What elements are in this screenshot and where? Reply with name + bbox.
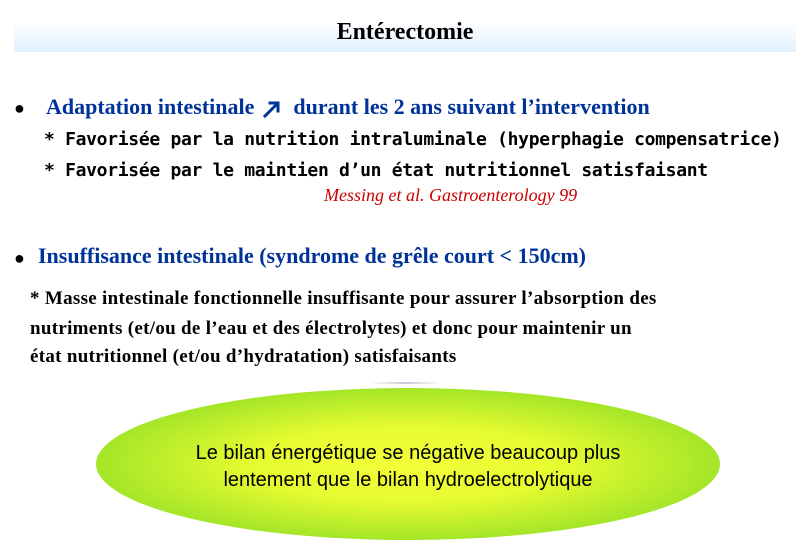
- section1-heading-part2: durant les 2 ans suivant l’intervention: [293, 94, 650, 119]
- callout-text: [96, 440, 720, 494]
- bullet-2: ●: [14, 248, 25, 268]
- section2-paragraph-line-1: * Masse intestinale fonctionnelle insuffisante pour assurer l’absorption des: [30, 288, 657, 309]
- slide-title: Entérectomie: [336, 19, 474, 45]
- divider-line: [370, 382, 442, 384]
- section1-heading-part1: Adaptation intestinale: [46, 94, 255, 119]
- section1-heading: [46, 94, 650, 120]
- section1-citation: Messing et al. Gastroenterology 99: [324, 185, 578, 205]
- section2-paragraph-line-3: état nutritionnel (et/ou d’hydratation) satisfaisants: [30, 346, 457, 367]
- section2-heading: Insuffisance intestinale (syndrome de grêle court < 150cm): [38, 243, 587, 268]
- section1-point-2: * Favorisée par le maintien d’un état nutritionnel satisfaisant: [44, 160, 708, 181]
- callout-line-2: lentement que le bilan hydroelectrolytique: [223, 469, 593, 491]
- title-bar: [14, 10, 796, 52]
- callout-line-1: Le bilan énergétique se négative beaucoup plus: [195, 442, 621, 464]
- arrow-up-right-icon: [262, 99, 282, 119]
- section1-point-1: * Favorisée par la nutrition intraluminale (hyperphagie compensatrice): [44, 129, 782, 150]
- section2-paragraph-line-2: nutriments (et/ou de l’eau et des électrolytes) et donc pour maintenir un: [30, 318, 632, 339]
- bullet-1: ●: [14, 98, 25, 118]
